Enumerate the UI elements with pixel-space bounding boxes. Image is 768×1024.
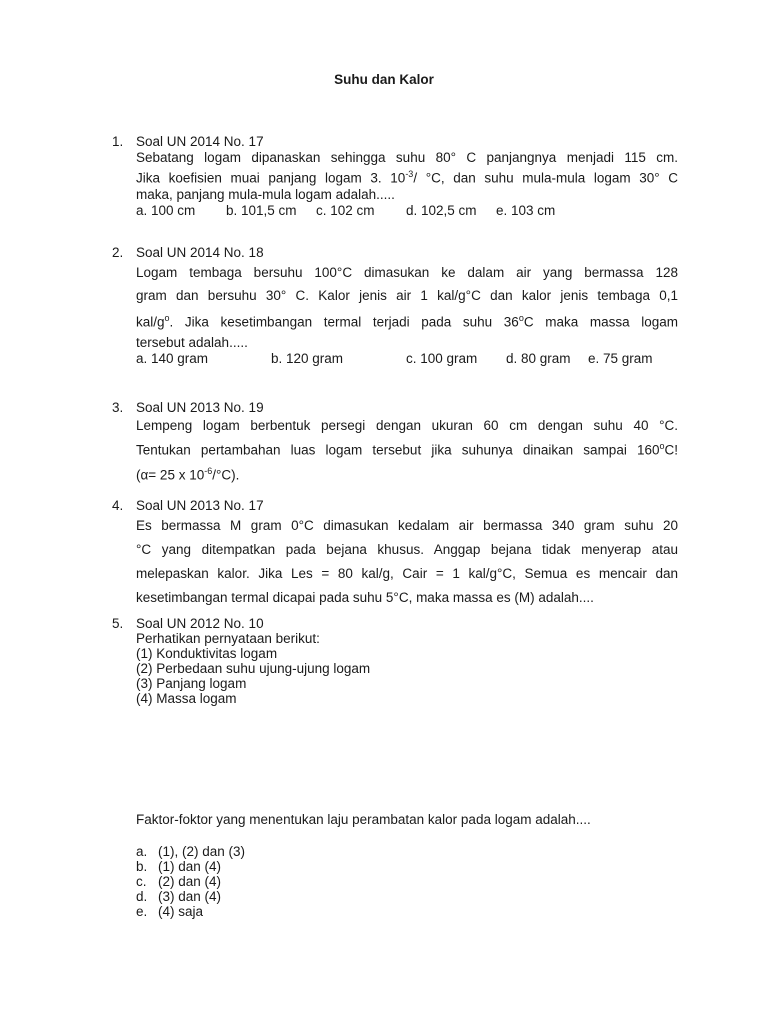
question-5-options: [112, 844, 678, 919]
question-4: [112, 498, 678, 610]
question-1: [112, 134, 678, 219]
statement: (1) Konduktivitas logam: [136, 646, 278, 661]
question-line: kesetimbangan termal dicapai pada suhu 5°C, maka massa es (M) adalah....: [136, 590, 594, 605]
question-heading: Soal UN 2012 No. 10: [136, 616, 264, 631]
question-line: kal/$g^o$. Jika kesetimbangan termal terjadi pada suhu 36$^o$C maka massa logam: [136, 313, 678, 330]
question-heading: Soal UN 2013 No. 19: [136, 400, 264, 415]
question-line: Faktor-foktor yang menentukan laju perambatan kalor pada logam adalah....: [136, 812, 591, 827]
answer-options: [136, 203, 678, 219]
question-line: (α= 25 x $10^{-6}/^\circ C$).: [136, 465, 240, 482]
option-b: b. 120 gram: [271, 350, 344, 366]
question-number: 1.: [112, 134, 124, 149]
option-a: a. 100 cm: [136, 202, 196, 218]
question-line: tersebut adalah.....: [136, 334, 248, 350]
question-number: 4.: [112, 498, 124, 513]
question-line: Jika koefisien muai panjang logam 3. $10^{-3}/$ °C, dan suhu mula-mula logam 30° C: [136, 169, 678, 186]
question-number: 3.: [112, 400, 124, 415]
option-a: a. (1), (2) dan (3): [136, 844, 246, 859]
option-e: e. 103 cm: [496, 202, 556, 218]
option-c: c. 102 cm: [316, 202, 375, 218]
answer-options: [136, 351, 678, 367]
question-3: [112, 401, 678, 485]
question-5: [112, 616, 678, 706]
question-heading: Soal UN 2014 No. 17: [136, 134, 264, 149]
statement-intro: Perhatikan pernyataan berikut:: [136, 631, 320, 646]
option-b: b. 101,5 cm: [226, 202, 297, 218]
question-2: [112, 245, 678, 367]
question-heading: Soal UN 2014 No. 18: [136, 245, 264, 260]
question-line: Sebatang logam dipanaskan sehingga suhu 80° C panjangnya menjadi 115 cm.: [136, 150, 678, 165]
statement: (4) Massa logam: [136, 691, 237, 706]
question-number: 5.: [112, 616, 124, 631]
option-d: d. 102,5 cm: [406, 202, 477, 218]
question-line: Tentukan pertambahan luas logam tersebut jika suhunya dinaikan sampai 160$^o$C!: [136, 441, 678, 458]
option-e: e. (4) saja: [136, 904, 204, 919]
option-a: a. 140 gram: [136, 350, 209, 366]
question-line: melepaskan kalor. Jika Les = 80 kal/g, Cair = 1 kal/g°C, Semua es mencair dan: [136, 566, 678, 581]
question-line: Logam tembaga bersuhu 100°C dimasukan ke dalam air yang bermassa 128: [136, 265, 678, 280]
option-b: b. (1) dan (4): [136, 859, 222, 874]
question-line: Es bermassa M gram 0°C dimasukan kedalam air bermassa 340 gram suhu 20: [136, 518, 678, 533]
question-line: Lempeng logam berbentuk persegi dengan ukuran 60 cm dengan suhu 40 °C.: [136, 418, 678, 433]
question-heading: Soal UN 2013 No. 17: [136, 498, 264, 513]
question-line: °C yang ditempatkan pada bejana khusus. Anggap bejana tidak menyerap atau: [136, 542, 678, 557]
option-d: d. (3) dan (4): [136, 889, 222, 904]
statement: (3) Panjang logam: [136, 676, 247, 691]
page-title: Suhu dan Kalor: [334, 72, 434, 87]
question-line: maka, panjang mula-mula logam adalah.....: [136, 186, 395, 202]
option-d: d. 80 gram: [506, 350, 571, 366]
option-c: c. 100 gram: [406, 350, 478, 366]
option-c: c. (2) dan (4): [136, 874, 222, 889]
question-5-prompt: [112, 812, 678, 827]
option-e: e. 75 gram: [588, 350, 653, 366]
question-number: 2.: [112, 245, 124, 260]
question-line: gram dan bersuhu 30° C. Kalor jenis air 1 kal/g°C dan kalor jenis tembaga 0,1: [136, 288, 678, 303]
statement: (2) Perbedaan suhu ujung-ujung logam: [136, 661, 371, 676]
